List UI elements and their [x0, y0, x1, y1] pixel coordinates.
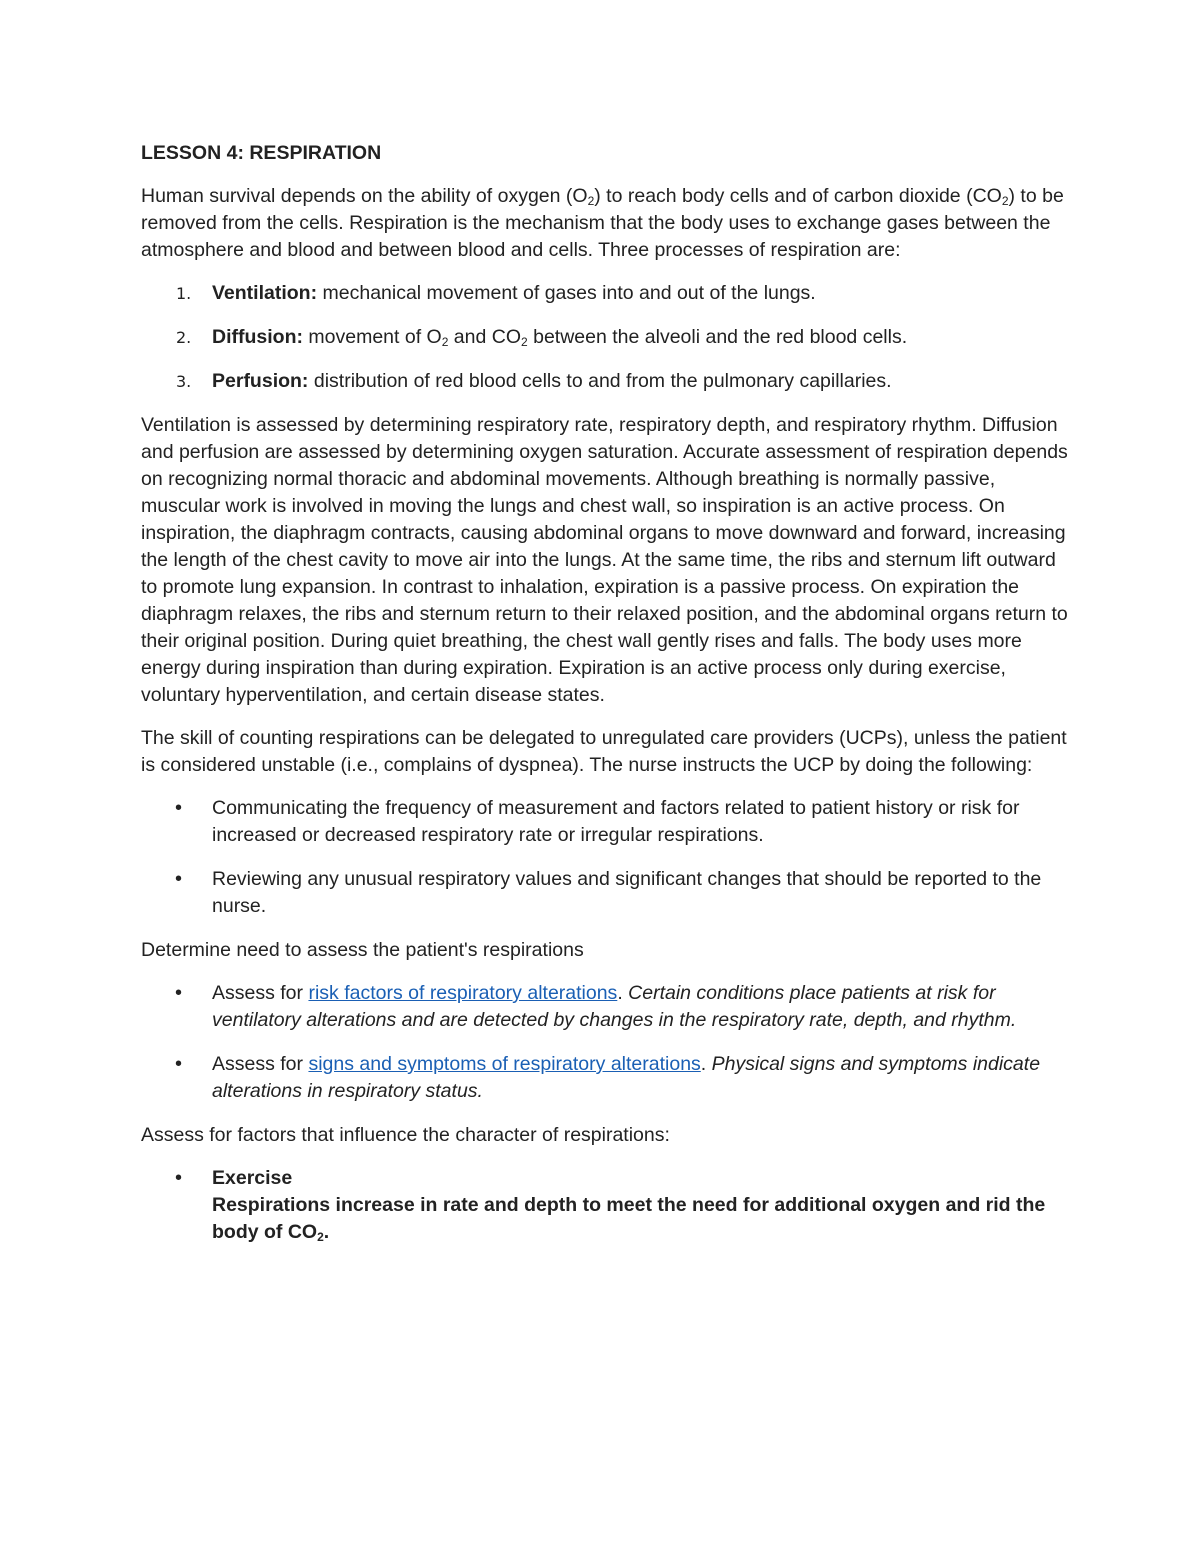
bullet-icon: • — [175, 868, 183, 890]
list-number: 3. — [176, 372, 192, 391]
list-item — [141, 980, 1071, 1034]
subscript: 2 — [317, 1230, 324, 1244]
page-title: LESSON 4: RESPIRATION — [141, 142, 382, 164]
list-item — [141, 368, 1071, 395]
list-item — [141, 1051, 1071, 1105]
factor-name: Exercise — [212, 1167, 293, 1189]
list-item — [141, 280, 1071, 307]
list-item-text: Communicating the frequency of measurement and factors related to patient history or risk for increased or decreased respiratory rate or irregular respirations. — [212, 797, 1020, 846]
process-term: Perfusion: — [212, 370, 309, 392]
delegation-paragraph: The skill of counting respirations can be delegated to unregulated care providers (UCPs), unless the patient is considered unstable (i.e., complains of dyspnea). The nurse instructs the UCP by doing the following: — [141, 727, 1067, 776]
process-desc: movement of O — [302, 326, 442, 348]
bullet-icon: • — [175, 1053, 183, 1075]
process-desc: between the alveoli and the red blood cells. — [527, 326, 908, 348]
list-item — [141, 795, 1071, 849]
factor-desc-text: Respirations increase in rate and depth to meet the need for additional oxygen and rid the body of CO — [212, 1194, 1046, 1243]
ventilation-paragraph: Ventilation is assessed by determining respiratory rate, respiratory depth, and respiratory rhythm. Diffusion and perfusion are assessed by determining oxygen saturation. Accurate assessment of respiration depends on recognizing normal thoracic and abdominal movements. Although breathing is normally passive, muscular work is involved in moving the lungs and chest wall, so inspiration is an active process. On inspiration, the diaphragm contracts, causing abdominal organs to move downward and forward, increasing the length of the chest cavity to move air into the lungs. At the same time, the ribs and sternum lift outward to promote lung expansion. In contrast to inhalation, expiration is a passive process. On expiration the diaphragm relaxes, the ribs and sternum return to their relaxed position, and the abdominal organs return to their original position. During quiet breathing, the chest wall gently rises and falls. The body uses more energy during inspiration than during expiration. Expiration is an active process only during exercise, voluntary hyperventilation, and certain disease states. — [141, 414, 1068, 706]
document-page — [141, 140, 1071, 1263]
processes-list — [141, 280, 1071, 395]
subscript: 2 — [587, 194, 595, 208]
factor-desc-end: . — [323, 1221, 330, 1243]
intro-text-3: ) to be removed from the cells. Respiration is the mechanism that the body uses to exchange gases between the atmosphere and blood and between blood and cells. Three processes of respiration are: — [141, 185, 1064, 261]
factors-list — [141, 1165, 1071, 1246]
process-desc: mechanical movement of gases into and out of the lungs. — [317, 282, 816, 304]
delegation-list — [141, 795, 1071, 920]
subscript: 2 — [1001, 194, 1009, 208]
intro-text-1: Human survival depends on the ability of oxygen (O — [141, 185, 588, 207]
assess-list — [141, 980, 1071, 1105]
subscript: 2 — [441, 335, 449, 349]
assess-prefix: Assess for — [212, 1053, 309, 1075]
list-item — [141, 866, 1071, 920]
bullet-icon: • — [175, 797, 183, 819]
determine-heading: Determine need to assess the patient's respirations — [141, 939, 584, 961]
process-desc: distribution of red blood cells to and from the pulmonary capillaries. — [308, 370, 892, 392]
list-item — [141, 324, 1071, 351]
intro-text-2: ) to reach body cells and of carbon dioxide (CO — [594, 185, 1002, 207]
separator: . — [617, 982, 629, 1004]
separator: . — [700, 1053, 712, 1075]
bullet-icon: • — [175, 1167, 183, 1189]
list-item-text: Reviewing any unusual respiratory values and significant changes that should be reported to the nurse. — [212, 868, 1042, 917]
list-number: 1. — [176, 284, 192, 303]
factor-desc — [212, 1194, 1045, 1243]
assess-prefix: Assess for — [212, 982, 309, 1004]
process-term: Ventilation: — [212, 282, 318, 304]
intro-paragraph — [141, 183, 1071, 264]
bullet-icon: • — [175, 982, 183, 1004]
factors-heading: Assess for factors that influence the character of respirations: — [141, 1124, 670, 1146]
assess-note: Physical signs and symptoms indicate alterations in respiratory status. — [212, 1053, 1041, 1102]
assess-note: Certain conditions place patients at risk for ventilatory alterations and are detected by changes in the respiratory rate, depth, and rhythm. — [212, 982, 1017, 1031]
risk-factors-link[interactable]: risk factors of respiratory alterations — [308, 982, 618, 1004]
process-desc: and CO — [448, 326, 522, 348]
signs-symptoms-link[interactable]: signs and symptoms of respiratory alterations — [308, 1053, 701, 1075]
subscript: 2 — [521, 335, 528, 349]
list-item — [141, 1165, 1071, 1246]
list-number: 2. — [176, 328, 192, 347]
process-term: Diffusion: — [212, 326, 303, 348]
